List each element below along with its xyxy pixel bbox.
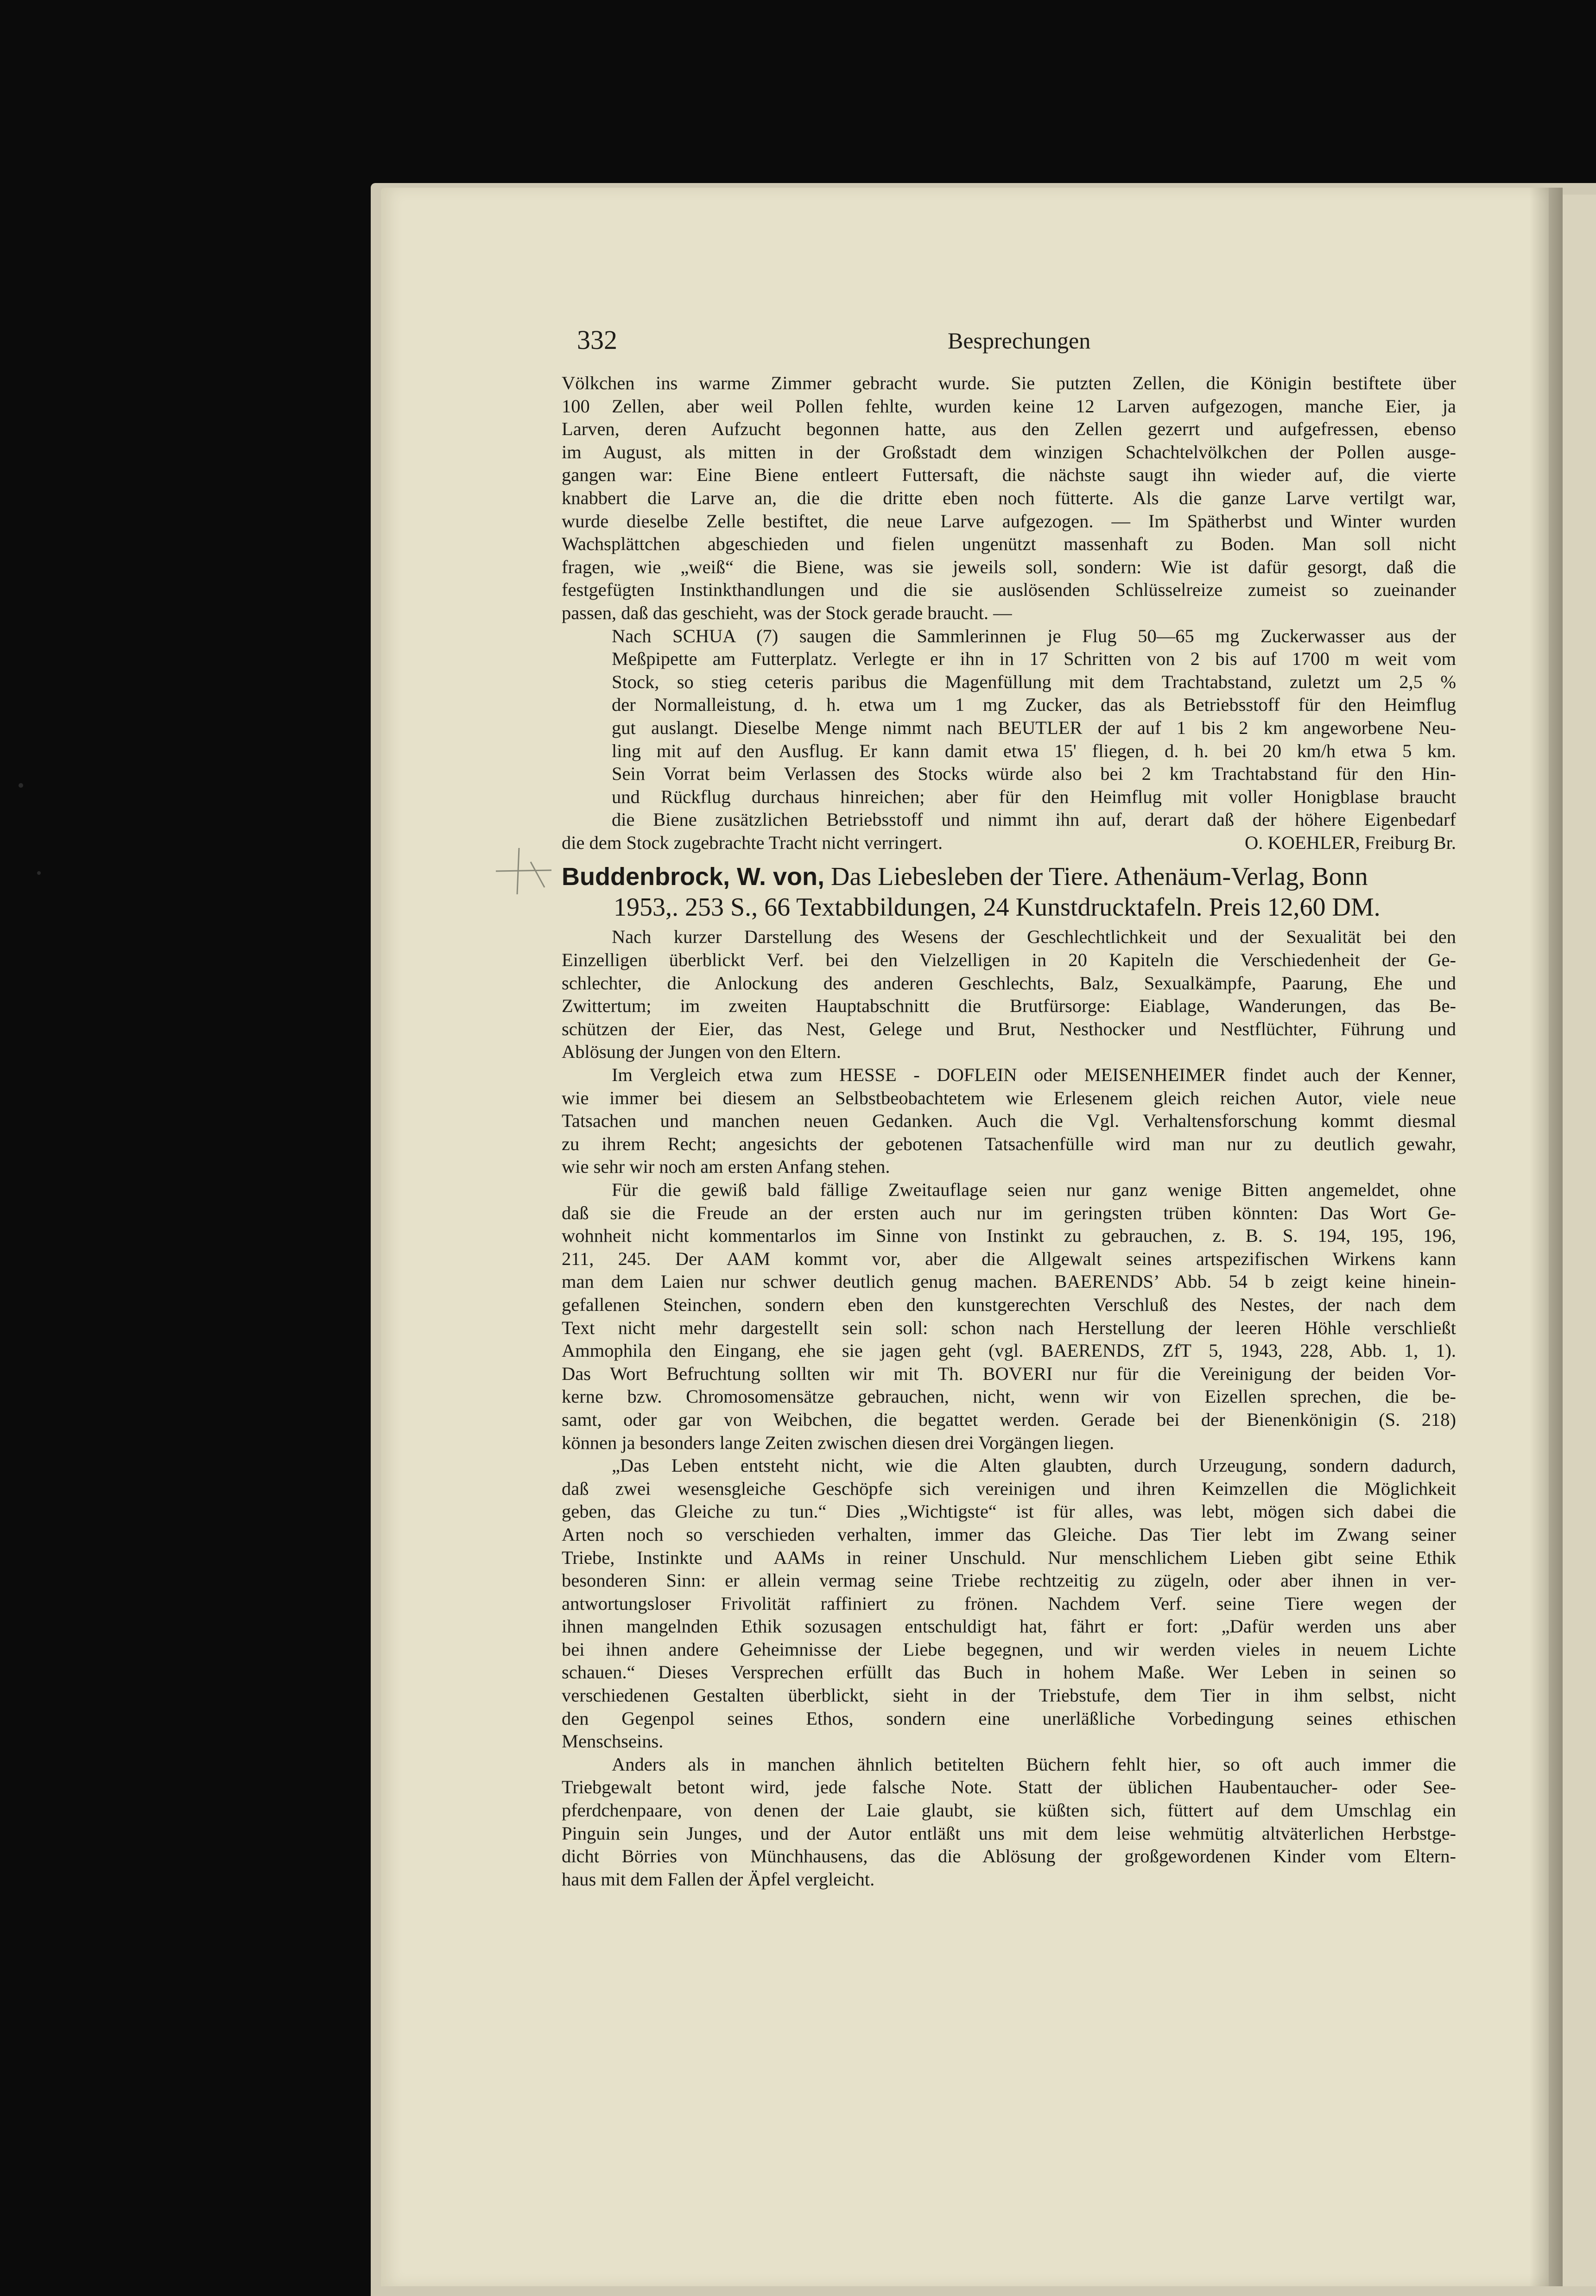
text-line: Ammophila den Eingang, ehe sie jagen geht (vgl. BAERENDS, ZfT 5, 1943, 228, Abb. 1, 1). bbox=[562, 1340, 1456, 1361]
book-heading bbox=[562, 861, 1456, 923]
text-line: daß zwei wesensgleiche Geschöpfe sich vereinigen und ihren Keimzellen die Möglichkeit bbox=[562, 1478, 1456, 1499]
text-line: fragen, wie „weiß“ die Biene, was sie jeweils soll, sondern: Wie ist dafür gesorgt, daß die bbox=[562, 556, 1456, 577]
text-line: Pinguin sein Junges, und der Autor entläßt uns mit dem leise wehmütig altväterlichen Herbstge- bbox=[562, 1822, 1456, 1844]
text-line: Sein Vorrat beim Verlassen des Stocks würde also bei 2 km Trachtabstand für den Hin- bbox=[612, 763, 1456, 784]
review2-paragraph bbox=[562, 1178, 1456, 1454]
running-head: Besprechungen bbox=[948, 328, 1091, 354]
text-line: wie sehr wir noch am ersten Anfang stehen. bbox=[562, 1156, 890, 1177]
text-line: Nach SCHUA (7) saugen die Sammlerinnen je Flug 50—65 mg Zuckerwasser aus der bbox=[612, 625, 1456, 646]
text-line: Larven, deren Aufzucht begonnen hatte, aus den Zellen gezerrt und aufgefressen, ebenso bbox=[562, 418, 1456, 440]
text-line: Anders als in manchen ähnlich betitelten Büchern fehlt hier, so oft auch immer die bbox=[612, 1753, 1456, 1775]
text-line: wie immer bei diesem an Selbstbeobachtetem wie Erlesenem gleich reichen Autor, viele neue bbox=[562, 1087, 1456, 1108]
pencil-margin-mark bbox=[487, 843, 556, 899]
text-line: den Gegenpol seines Ethos, sondern eine unerläßliche Vorbedingung seines ethischen bbox=[562, 1708, 1456, 1729]
text-line: Ablösung der Jungen von den Eltern. bbox=[562, 1041, 841, 1063]
text-line: gut auslangt. Dieselbe Menge nimmt nach BEUTLER der auf 1 bis 2 km angeworbene Neu- bbox=[612, 717, 1456, 738]
text-line: kerne bzw. Chromosomensätze gebrauchen, nicht, wenn wir von Eizellen sprechen, die be- bbox=[562, 1386, 1456, 1407]
text-line: die Biene zusätzlichen Betriebsstoff und nimmt ihn auf, derart daß der höhere Eigenbedarf bbox=[612, 809, 1456, 830]
text-line: schauen.“ Dieses Versprechen erfüllt das Buch in hohem Maße. Wer Leben in seinen so bbox=[562, 1662, 1456, 1683]
text-line: gefallenen Steinchen, sondern eben den kunstgerechten Verschluß des Nestes, der nach dem bbox=[562, 1294, 1456, 1315]
scan-speck bbox=[19, 783, 23, 788]
text-line: Tatsachen und manchen neuen Gedanken. Auch die Vgl. Verhaltensforschung kommt diesmal bbox=[562, 1110, 1456, 1132]
review1-closing-text: die dem Stock zugebrachte Tracht nicht verringert. bbox=[562, 832, 943, 853]
text-line: Nach kurzer Darstellung des Wesens der Geschlechtlichkeit und der Sexualität bei den bbox=[612, 926, 1456, 948]
text-line: besonderen Sinn: er allein vermag seine Triebe rechtzeitig zu zügeln, oder aber ihnen in ver- bbox=[562, 1570, 1456, 1591]
text-line: Das Wort Befruchtung sollten wir mit Th. BOVERI nur für die Vereinigung der beiden Vor- bbox=[562, 1363, 1456, 1384]
text-line: der Normalleistung, d. h. etwa um 1 mg Zucker, das als Betriebsstoff für den Heimflug bbox=[612, 694, 1456, 715]
text-column bbox=[562, 372, 1456, 1891]
page-header bbox=[577, 324, 1439, 361]
text-line: Menschseins. bbox=[562, 1731, 664, 1752]
review1-closing-line bbox=[562, 831, 1456, 854]
text-line: „Das Leben entsteht nicht, wie die Alten glaubten, durch Urzeugung, sondern dadurch, bbox=[612, 1455, 1456, 1476]
text-line: Völkchen ins warme Zimmer gebracht wurde. Sie putzten Zellen, die Königin bestiftete über bbox=[562, 373, 1456, 393]
text-line: man dem Laien nur schwer deutlich genug machen. BAERENDS’ Abb. 54 b zeigt keine hinein- bbox=[562, 1271, 1456, 1292]
text-line: ling mit auf den Ausflug. Er kann damit etwa 15' fliegen, d. h. bei 20 km/h etwa 5 km. bbox=[612, 740, 1456, 761]
text-line: Stock, so stieg ceteris paribus die Magenfüllung mit dem Trachtabstand, zuletzt um 2,5 % bbox=[612, 671, 1456, 692]
text-line: knabbert die Larve an, die die dritte eben noch fütterte. Als die ganze Larve vertilgt war, bbox=[562, 487, 1456, 508]
gutter-shadow bbox=[1529, 188, 1563, 2286]
review2-paragraph bbox=[562, 1454, 1456, 1753]
text-line: und Rückflug durchaus hinreichen; aber für den Heimflug mit voller Honigblase braucht bbox=[612, 786, 1456, 807]
text-line: schützen der Eier, das Nest, Gelege und Brut, Nesthocker und Nestflüchter, Führung und bbox=[562, 1018, 1456, 1039]
text-line: Zwittertum; im zweiten Hauptabschnitt die Brutfürsorge: Eiablage, Wanderungen, das Be- bbox=[562, 995, 1456, 1017]
text-line: festgefügten Instinkthandlungen und die sie auslösenden Schlüsselreize zumeist so zueinander bbox=[562, 579, 1456, 601]
text-line: Wachsplättchen abgeschieden und fielen ungenützt massenhaft zu Boden. Man soll nicht bbox=[562, 533, 1456, 555]
text-line: gangen war: Eine Biene entleert Futtersaft, die nächste saugt ihn wieder auf, die vierte bbox=[562, 464, 1456, 486]
scan-speck bbox=[37, 871, 41, 875]
text-line: können ja besonders lange Zeiten zwischen diesen drei Vorgängen liegen. bbox=[562, 1432, 1115, 1453]
text-line: wohnheit nicht kommentarlos im Sinne von Instinkt zu gebrauchen, z. B. S. 194, 195, 196, bbox=[562, 1225, 1456, 1246]
text-line: Meßpipette am Futterplatz. Verlegte er ihn in 17 Schritten von 2 bis auf 1700 m weit vom bbox=[612, 648, 1456, 670]
facing-page-edge bbox=[1563, 195, 1596, 2286]
text-line: verschiedenen Gestalten überblickt, sieht in der Triebstufe, dem Tier in ihm selbst, nicht bbox=[562, 1685, 1456, 1706]
text-line: bei ihnen andere Geheimnisse der Liebe begegnen, und wir werden vieles in neuem Lichte bbox=[562, 1638, 1456, 1660]
text-line: passen, daß das geschieht, was der Stock gerade braucht. — bbox=[562, 602, 1012, 623]
text-line: Arten noch so verschieden verhalten, immer das Gleiche. Das Tier lebt im Zwang seiner bbox=[562, 1524, 1456, 1545]
text-line: Text nicht mehr dargestellt sein soll: schon nach Herstellung der leeren Höhle verschließt bbox=[562, 1317, 1456, 1338]
text-line: im August, als mitten in der Großstadt dem winzigen Schachtelvölkchen der Pollen ausge- bbox=[562, 441, 1456, 462]
review2-paragraph bbox=[562, 1063, 1456, 1178]
review1-paragraph-2 bbox=[562, 625, 1456, 831]
text-line: haus mit dem Fallen der Äpfel vergleicht. bbox=[562, 1868, 875, 1890]
text-line: pferdchenpaare, von denen der Laie glaubt, sie küßten sich, füttert auf dem Umschlag ein bbox=[562, 1800, 1456, 1821]
book-author: Buddenbrock, W. von, bbox=[562, 863, 825, 891]
text-line: schlechter, die Anlockung des anderen Geschlechts, Balz, Sexualkämpfe, Paarung, Ehe und bbox=[562, 972, 1456, 993]
text-line: ihnen mangelnden Ethik sozusagen entschuldigt hat, fährt er fort: „Dafür werden uns aber bbox=[562, 1616, 1456, 1637]
text-line: geben, das Gleiche zu tun.“ Dies „Wichtigste“ ist für alles, was lebt, mögen sich dabei die bbox=[562, 1501, 1456, 1522]
text-line: 100 Zellen, aber weil Pollen fehlte, wurden keine 12 Larven aufgezogen, manche Eier, ja bbox=[562, 395, 1456, 417]
review2-paragraph bbox=[562, 925, 1456, 1063]
page-number: 332 bbox=[577, 325, 617, 355]
text-line: wurde dieselbe Zelle bestiftet, die neue Larve aufgezogen. — Im Spätherbst und Winter wurden bbox=[562, 510, 1456, 531]
review1-paragraph-1 bbox=[562, 372, 1456, 625]
book-title-line-2: 1953,. 253 S., 66 Textabbildungen, 24 Kunstdrucktafeln. Preis 12,60 DM. bbox=[614, 893, 1381, 922]
text-line: Für die gewiß bald fällige Zweitauflage seien nur ganz wenige Bitten angemeldet, ohne bbox=[612, 1179, 1456, 1200]
text-line: samt, oder gar von Weibchen, die begattet werden. Gerade bei der Bienenkönigin (S. 218) bbox=[562, 1409, 1456, 1430]
text-line: dicht Börries von Münchhausens, das die Ablösung der großgewordenen Kinder vom Eltern- bbox=[562, 1846, 1456, 1867]
text-line: Im Vergleich etwa zum HESSE - DOFLEIN oder MEISENHEIMER findet auch der Kenner, bbox=[612, 1064, 1456, 1086]
text-line: Einzelligen überblickt Verf. bei den Vielzelligen in 20 Kapiteln die Verschiedenheit der Ge- bbox=[562, 949, 1456, 971]
review2-paragraph bbox=[562, 1753, 1456, 1891]
reviewer-signature: O. KOEHLER, Freiburg Br. bbox=[1245, 832, 1456, 853]
text-line: Triebgewalt betont wird, jede falsche Note. Statt der üblichen Haubentaucher- oder See- bbox=[562, 1777, 1456, 1798]
text-line: zu ihrem Recht; angesichts der gebotenen Tatsachenfülle wird man nur zu deutlich gewahr, bbox=[562, 1133, 1456, 1154]
text-line: 211, 245. Der AAM kommt vor, aber die Allgewalt seines artspezifischen Wirkens kann bbox=[562, 1248, 1456, 1269]
text-line: antwortungsloser Frivolität raffiniert zu frönen. Nachdem Verf. seine Tiere wegen der bbox=[562, 1593, 1456, 1614]
review2-body bbox=[562, 925, 1456, 1891]
book-title-line-1: Das Liebesleben der Tiere. Athenäum-Verlag, Bonn bbox=[831, 862, 1368, 892]
text-line: daß sie die Freude an der ersten auch nur im geringsten trüben könnten: Das Wort Ge- bbox=[562, 1202, 1456, 1223]
text-line: Triebe, Instinkte und AAMs in reiner Unschuld. Nur menschlichem Lieben gibt seine Ethik bbox=[562, 1547, 1456, 1568]
